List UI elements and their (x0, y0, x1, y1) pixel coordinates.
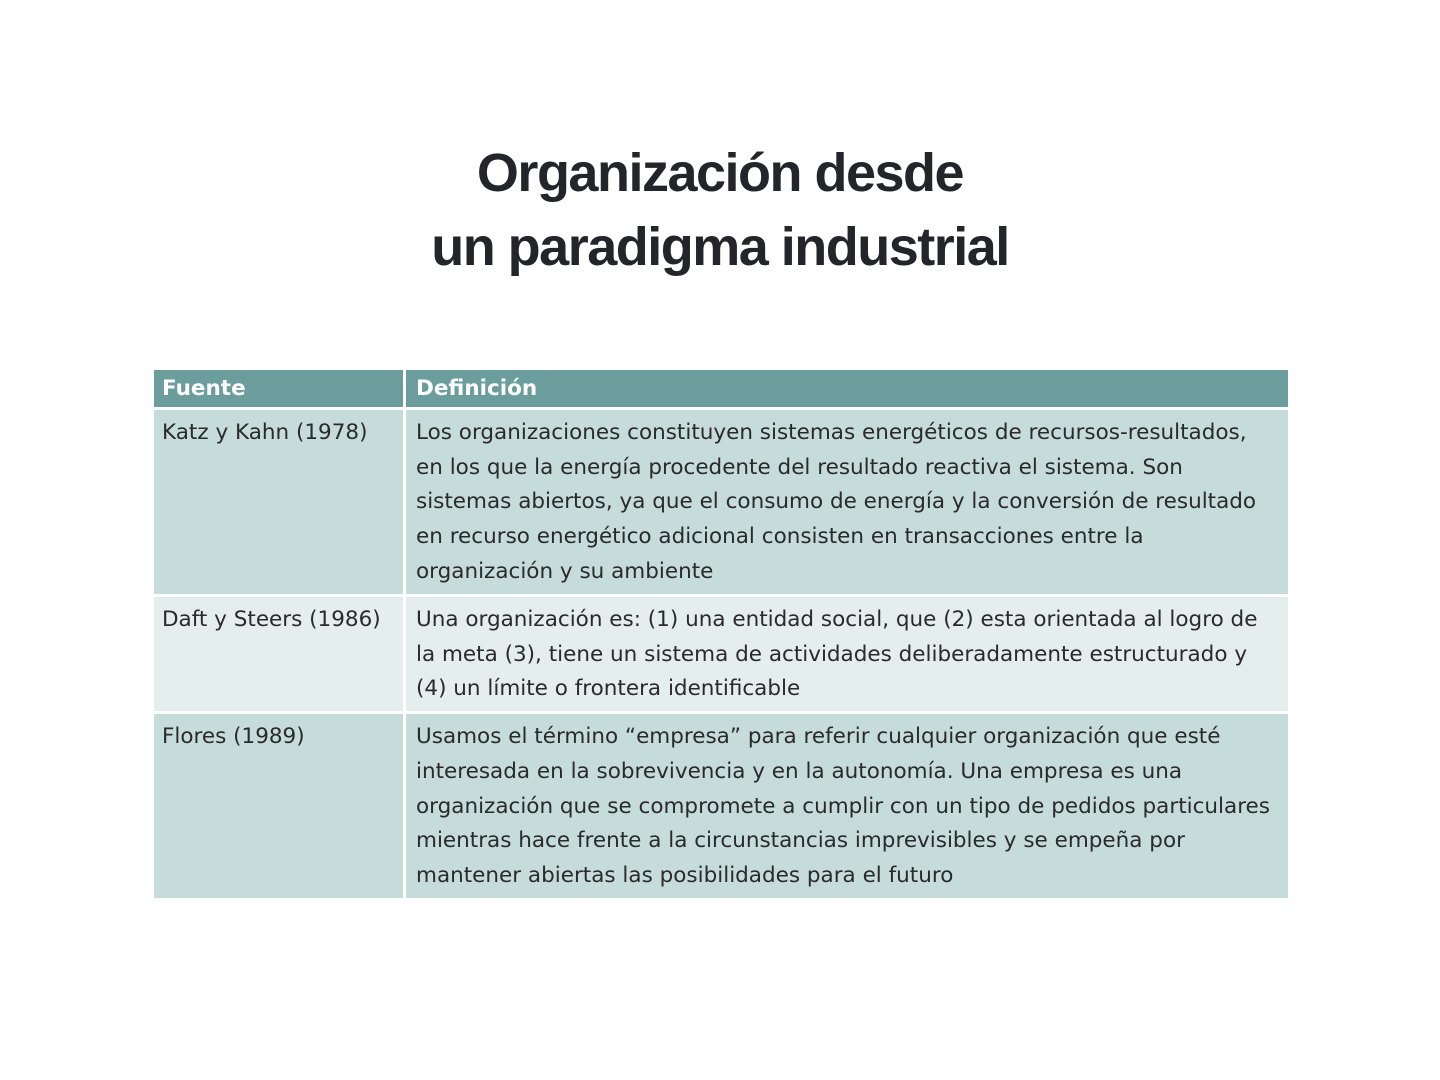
slide-title-line-2: un paradigma industrial (431, 217, 1009, 277)
source-cell: Daft y Steers (1986) (153, 596, 405, 713)
definition-cell: Usamos el término “empresa” para referir cualquier organización que esté interesada en la sobrevivencia y en la autonomía. Una empresa es una organización que se compromete a cumplir con un tipo de pedidos particulares mientras hace frente a la circunstancias imprevisibles y se empeña por mantener abiertas las posibilidades para el futuro (405, 713, 1290, 900)
definition-cell: Una organización es: (1) una entidad social, que (2) esta orientada al logro de la meta (3), tiene un sistema de actividades deliberadamente estructurado y (4) un límite o frontera identificable (405, 596, 1290, 713)
table-row (153, 596, 1290, 713)
slide-title (0, 136, 1440, 284)
definitions-table (151, 367, 1291, 901)
source-cell: Flores (1989) (153, 713, 405, 900)
column-header-definicion: Definición (405, 369, 1290, 409)
definition-cell: Los organizaciones constituyen sistemas energéticos de recursos-resultados, en los que la energía procedente del resultado reactiva el sistema. Son sistemas abiertos, ya que el consumo de energía y la conversión de resultado en recurso energético adicional consisten en transacciones entre la organización y su ambiente (405, 409, 1290, 596)
source-cell: Katz y Kahn (1978) (153, 409, 405, 596)
table-header-row (153, 369, 1290, 409)
slide-title-line-1: Organización desde (476, 143, 964, 203)
table-row (153, 713, 1290, 900)
table-row (153, 409, 1290, 596)
column-header-fuente: Fuente (153, 369, 405, 409)
